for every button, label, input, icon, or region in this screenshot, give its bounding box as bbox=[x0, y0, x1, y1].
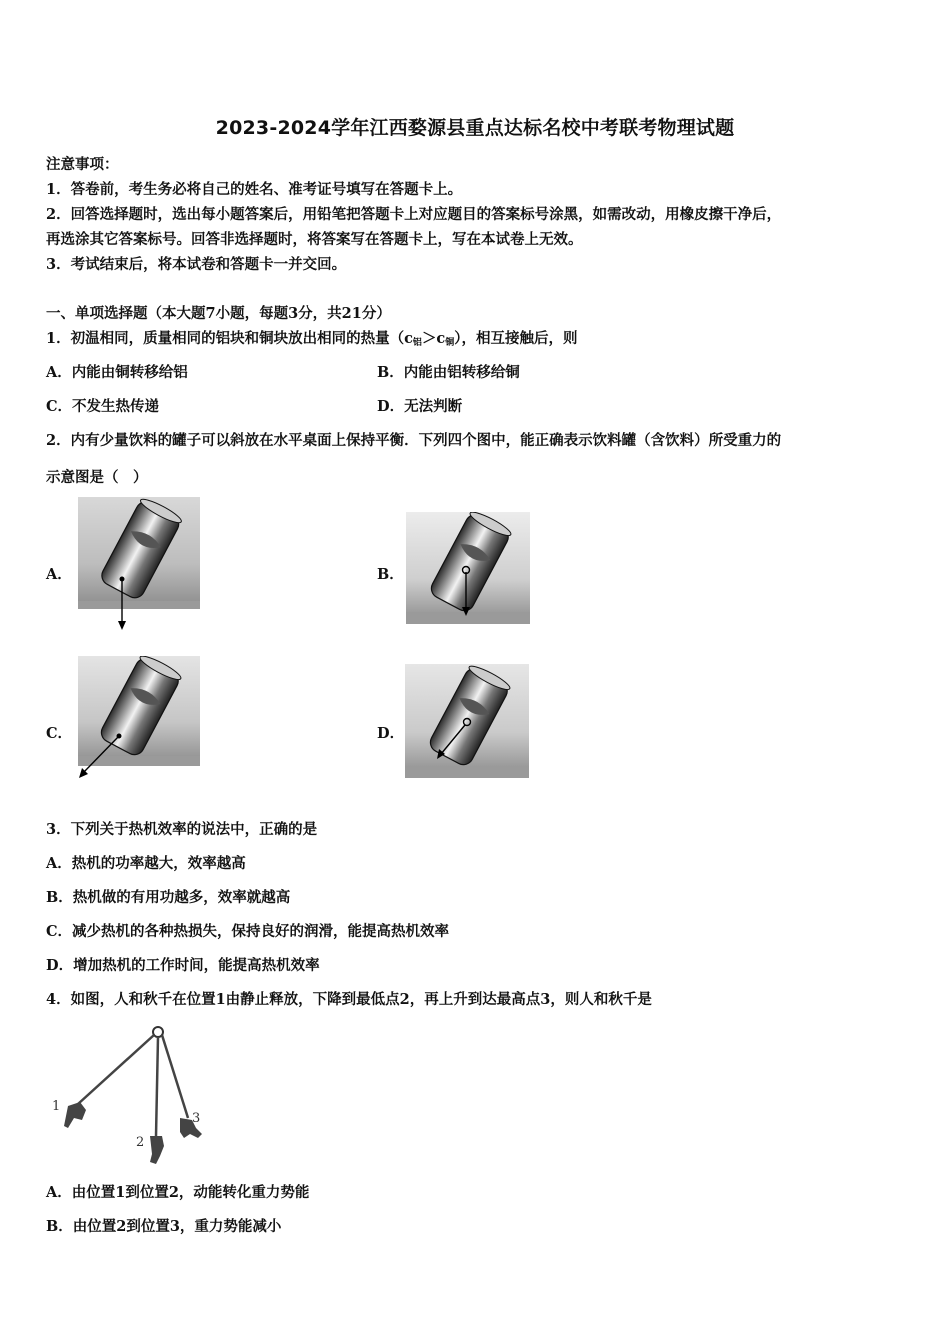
swing-figure bbox=[46, 1020, 216, 1170]
q2-option-b-label[interactable]: B． bbox=[377, 566, 404, 583]
can-figure-d[interactable] bbox=[405, 664, 529, 778]
q4-option-a[interactable]: A．由位置1到位置2，动能转化重力势能 bbox=[46, 1184, 310, 1201]
question-2-stem-cont: 示意图是（ ） bbox=[46, 469, 148, 486]
page-title: 2023-2024学年江西婺源县重点达标名校中考联考物理试题 bbox=[215, 117, 735, 139]
section-heading: 一、单项选择题（本大题7小题，每题3分，共21分） bbox=[46, 305, 391, 322]
notice-item: 1．答卷前，考生务必将自己的姓名、准考证号填写在答题卡上。 bbox=[46, 181, 463, 198]
q1-option-b[interactable]: B．内能由铝转移给铜 bbox=[377, 364, 520, 381]
notice-item: 2．回答选择题时，选出每小题答案后，用铅笔把答题卡上对应题目的答案标号涂黑，如需改动，用橡皮擦干净后， bbox=[46, 206, 782, 223]
notice-item: 3．考试结束后，将本试卷和答题卡一并交回。 bbox=[46, 256, 347, 273]
q1-option-d[interactable]: D．无法判断 bbox=[377, 398, 463, 415]
q2-option-d-label[interactable]: D． bbox=[377, 725, 405, 742]
question-3-stem: 3．下列关于热机效率的说法中，正确的是 bbox=[46, 821, 318, 838]
q2-option-a-label[interactable]: A． bbox=[46, 566, 72, 583]
swing-label-2: 2 bbox=[136, 1135, 145, 1150]
can-figure-c[interactable] bbox=[76, 656, 200, 781]
can-figure-b[interactable] bbox=[406, 512, 530, 624]
q3-option-d[interactable]: D．增加热机的工作时间，能提高热机效率 bbox=[46, 957, 320, 974]
question-1-stem bbox=[46, 327, 578, 348]
q1-stem-b: ），相互接触后，则 bbox=[454, 330, 578, 347]
q1-stem-a: 1．初温相同，质量相同的铝块和铜块放出相同的热量（c bbox=[46, 330, 413, 347]
q3-option-c[interactable]: C．减少热机的各种热损失，保持良好的润滑，能提高热机效率 bbox=[46, 923, 450, 940]
q3-option-a[interactable]: A．热机的功率越大，效率越高 bbox=[46, 855, 246, 872]
q2-option-c-label[interactable]: C． bbox=[46, 725, 73, 742]
q4-option-b[interactable]: B．由位置2到位置3，重力势能减小 bbox=[46, 1218, 282, 1235]
q1-stem-mid: ＞c bbox=[421, 330, 446, 347]
notice-item: 再选涂其它答案标号。回答非选择题时，将答案写在答题卡上，写在本试卷上无效。 bbox=[46, 231, 583, 248]
q1-sub-cu: 铜 bbox=[445, 338, 455, 348]
q1-option-a[interactable]: A．内能由铜转移给铝 bbox=[46, 364, 188, 381]
question-2-stem: 2．内有少量饮料的罐子可以斜放在水平桌面上保持平衡．下列四个图中，能正确表示饮料罐（含饮料）所受重力的 bbox=[46, 432, 782, 449]
q1-sub-al: 铝 bbox=[412, 338, 422, 348]
swing-label-1: 1 bbox=[52, 1099, 61, 1114]
q3-option-b[interactable]: B．热机做的有用功越多，效率就越高 bbox=[46, 889, 291, 906]
can-figure-a[interactable] bbox=[78, 497, 200, 632]
question-4-stem: 4．如图，人和秋千在位置1由静止释放，下降到最低点2，再上升到达最高点3，则人和秋千是 bbox=[46, 991, 652, 1008]
swing-label-3: 3 bbox=[192, 1111, 201, 1126]
notice-heading: 注意事项： bbox=[46, 156, 119, 173]
q1-option-c[interactable]: C．不发生热传递 bbox=[46, 398, 160, 415]
